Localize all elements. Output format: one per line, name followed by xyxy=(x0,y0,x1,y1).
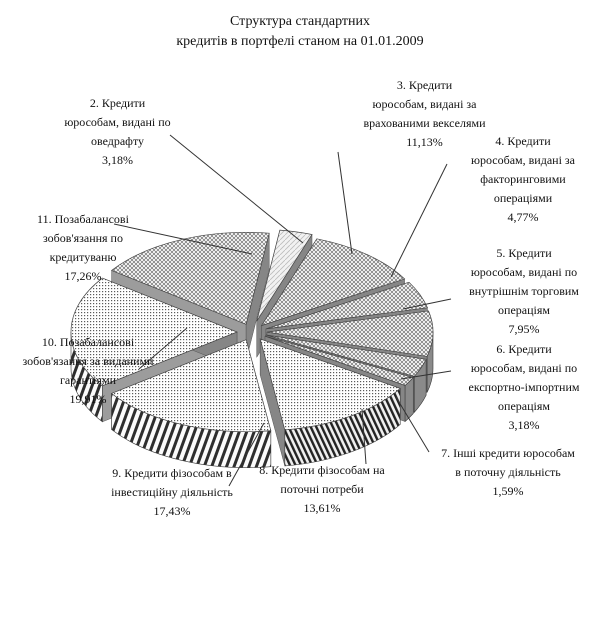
slice-value-5: 7,95% xyxy=(508,322,540,336)
slice-label-line: 8. Кредити фізособам на xyxy=(259,463,385,477)
slice-label-line: 2. Кредити xyxy=(89,96,146,110)
slice-label-line: врахованими векселями xyxy=(363,116,486,130)
slice-value-3: 11,13% xyxy=(406,135,443,149)
slice-label-line: експортно-імпортним xyxy=(468,380,580,394)
chart-title-line1: Структура стандартних xyxy=(230,14,370,29)
slice-label-line: зобов'язання за виданими xyxy=(22,354,154,368)
slice-label-line: юрособам, видані по xyxy=(470,361,578,375)
slice-label-line: операціями xyxy=(493,191,553,205)
slice-label-9 xyxy=(84,464,260,521)
slice-value-7: 1,59% xyxy=(492,484,524,498)
slice-label-line: операціям xyxy=(498,303,550,317)
slice-label-line: гарантіями xyxy=(59,373,117,387)
slice-label-line: 10. Позабалансові xyxy=(41,335,135,349)
slice-label-4 xyxy=(447,132,599,227)
slice-label-line: юрособам, видані за xyxy=(471,153,575,167)
slice-label-5 xyxy=(448,244,600,339)
leader-line-3 xyxy=(338,152,352,254)
slice-label-line: кредитуваню xyxy=(49,250,117,264)
slice-label-10 xyxy=(8,333,168,409)
slice-label-6 xyxy=(448,340,600,435)
slice-label-line: 5. Кредити xyxy=(496,246,552,260)
slice-label-line: в поточну діяльність xyxy=(455,465,561,479)
slice-value-11: 17,26% xyxy=(64,269,102,283)
slice-label-line: оведрафту xyxy=(90,134,145,148)
slice-label-line: внутрішнім торговим xyxy=(469,284,579,298)
slice-label-line: 4. Кредити xyxy=(495,134,551,148)
slice-value-2: 3,18% xyxy=(102,153,133,167)
slice-label-line: факторинговими xyxy=(480,172,566,186)
slice-label-7 xyxy=(418,444,598,501)
slice-value-9: 17,43% xyxy=(153,504,191,518)
slice-label-11 xyxy=(10,210,156,286)
slice-value-4: 4,77% xyxy=(507,210,539,224)
slice-label-line: інвестиційну діяльність xyxy=(111,485,233,499)
slice-label-line: поточні потреби xyxy=(280,482,364,496)
slice-label-line: 3. Кредити xyxy=(396,78,453,92)
slice-label-line: 11. Позабалансові xyxy=(37,212,129,226)
slice-label-line: зобов'язання по xyxy=(43,231,123,245)
slice-label-8 xyxy=(234,461,410,518)
chart-title-line2: кредитів в портфелі станом на 01.01.2009 xyxy=(176,34,424,49)
slice-label-line: юрособам, видані за xyxy=(372,97,477,111)
slice-label-2 xyxy=(40,94,195,170)
leader-line-4 xyxy=(391,164,447,277)
slice-label-line: юрособам, видані по xyxy=(64,115,171,129)
slice-label-line: операціям xyxy=(498,399,550,413)
slice-value-10: 19,91% xyxy=(69,392,107,406)
slice-value-6: 3,18% xyxy=(508,418,540,432)
slice-label-line: 6. Кредити xyxy=(496,342,552,356)
slice-value-8: 13,61% xyxy=(303,501,341,515)
slice-label-line: 7. Інші кредити юрособам xyxy=(441,446,575,460)
slice-label-line: юрособам, видані по xyxy=(470,265,578,279)
slice-label-line: 9. Кредити фізособам в xyxy=(112,466,232,480)
